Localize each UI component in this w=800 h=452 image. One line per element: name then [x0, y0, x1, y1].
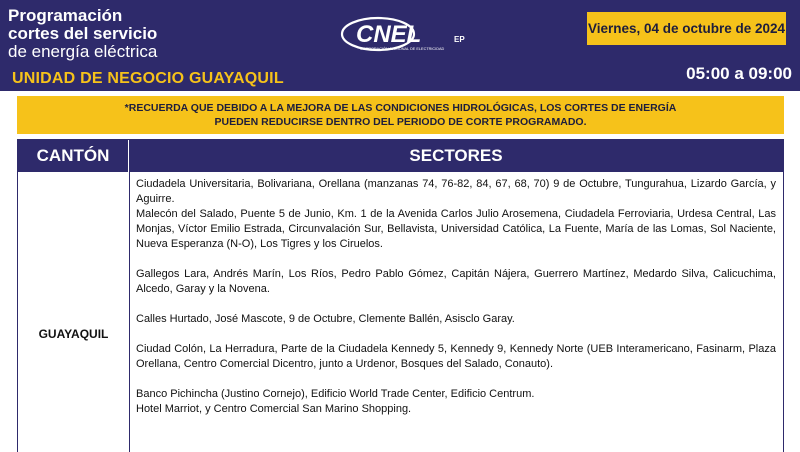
sector-entry: Ciudad Colón, La Herradura, Parte de la Ciudadela Kennedy 5, Kennedy 9, Kennedy Norte (UEB Interamericano, Fasinarm, Plaza Orellana, Centro Comercial Dicentro, junto a Urdenor, Bosques del Salado, Conauto). [136, 343, 776, 370]
sector-entry: Gallegos Lara, Andrés Marín, Los Ríos, Pedro Pablo Gómez, Capitán Nájera, Guerrero Martínez, Medardo Silva, Calicuchima, Alcedo, Garay y la Novena. [136, 268, 776, 295]
notice-line-2: PUEDEN REDUCIRSE DENTRO DEL PERIODO DE CORTE PROGRAMADO. [214, 116, 587, 128]
cnel-logo [336, 12, 486, 64]
title-line-2: cortes del servicio [8, 24, 158, 43]
notice-banner [17, 96, 784, 134]
sector-entry: Hotel Marriot, y Centro Comercial San Marino Shopping. [136, 403, 412, 415]
table-header [18, 140, 783, 172]
header-sectores: SECTORES [409, 146, 503, 165]
sector-entry: Banco Pichincha (Justino Cornejo), Edificio World Trade Center, Edificio Centrum. [136, 388, 535, 400]
sector-entry: Malecón del Salado, Puente 5 de Junio, Km. 1 de la Avenida Carlos Julio Arosemena, Ciudadela Ferroviaria, Urdesa Central, Las Monjas, Víctor Emilio Estrada, Circunvalación Sur, Bellavista, Universidad Católica, La Fuente, María de las Lomas, Sol Naciente, Nueva Esperanza (N-O), Los Tigres y los Ciruelos. [136, 208, 776, 250]
sectores-cell [136, 177, 776, 417]
notice-line-1: *RECUERDA QUE DEBIDO A LA MEJORA DE LAS CONDICIONES HIDROLÓGICAS, LOS CORTES DE ENERGÍA [124, 102, 677, 114]
title-line-1: Programación [8, 6, 123, 25]
page-title [8, 7, 157, 61]
sector-entry: Calles Hurtado, José Mascote, 9 de Octubre, Clemente Ballén, Asisclo Garay. [136, 313, 515, 325]
date-badge [587, 12, 786, 45]
business-unit-label: UNIDAD DE NEGOCIO GUAYAQUIL [12, 70, 284, 87]
schedule-table [17, 139, 784, 452]
canton-cell: GUAYAQUIL [38, 327, 109, 341]
date-text: Viernes, 04 de octubre de 2024 [587, 21, 786, 36]
logo-tagline: CORPORACIÓN NACIONAL DE ELECTRICIDAD [360, 47, 445, 51]
sector-entry: Ciudadela Universitaria, Bolivariana, Orellana (manzanas 74, 76-82, 84, 67, 68, 70) 9 de Octubre, Tungurahua, Lizardo García, y Aguirre. [136, 178, 776, 205]
column-divider [129, 172, 130, 452]
title-line-3: de energía eléctrica [8, 42, 158, 61]
logo-brand: CNEL [356, 21, 422, 48]
logo-suffix: EP [454, 35, 465, 44]
header-canton: CANTÓN [18, 140, 129, 172]
header-banner [0, 0, 800, 91]
time-range: 05:00 a 09:00 [686, 64, 792, 83]
